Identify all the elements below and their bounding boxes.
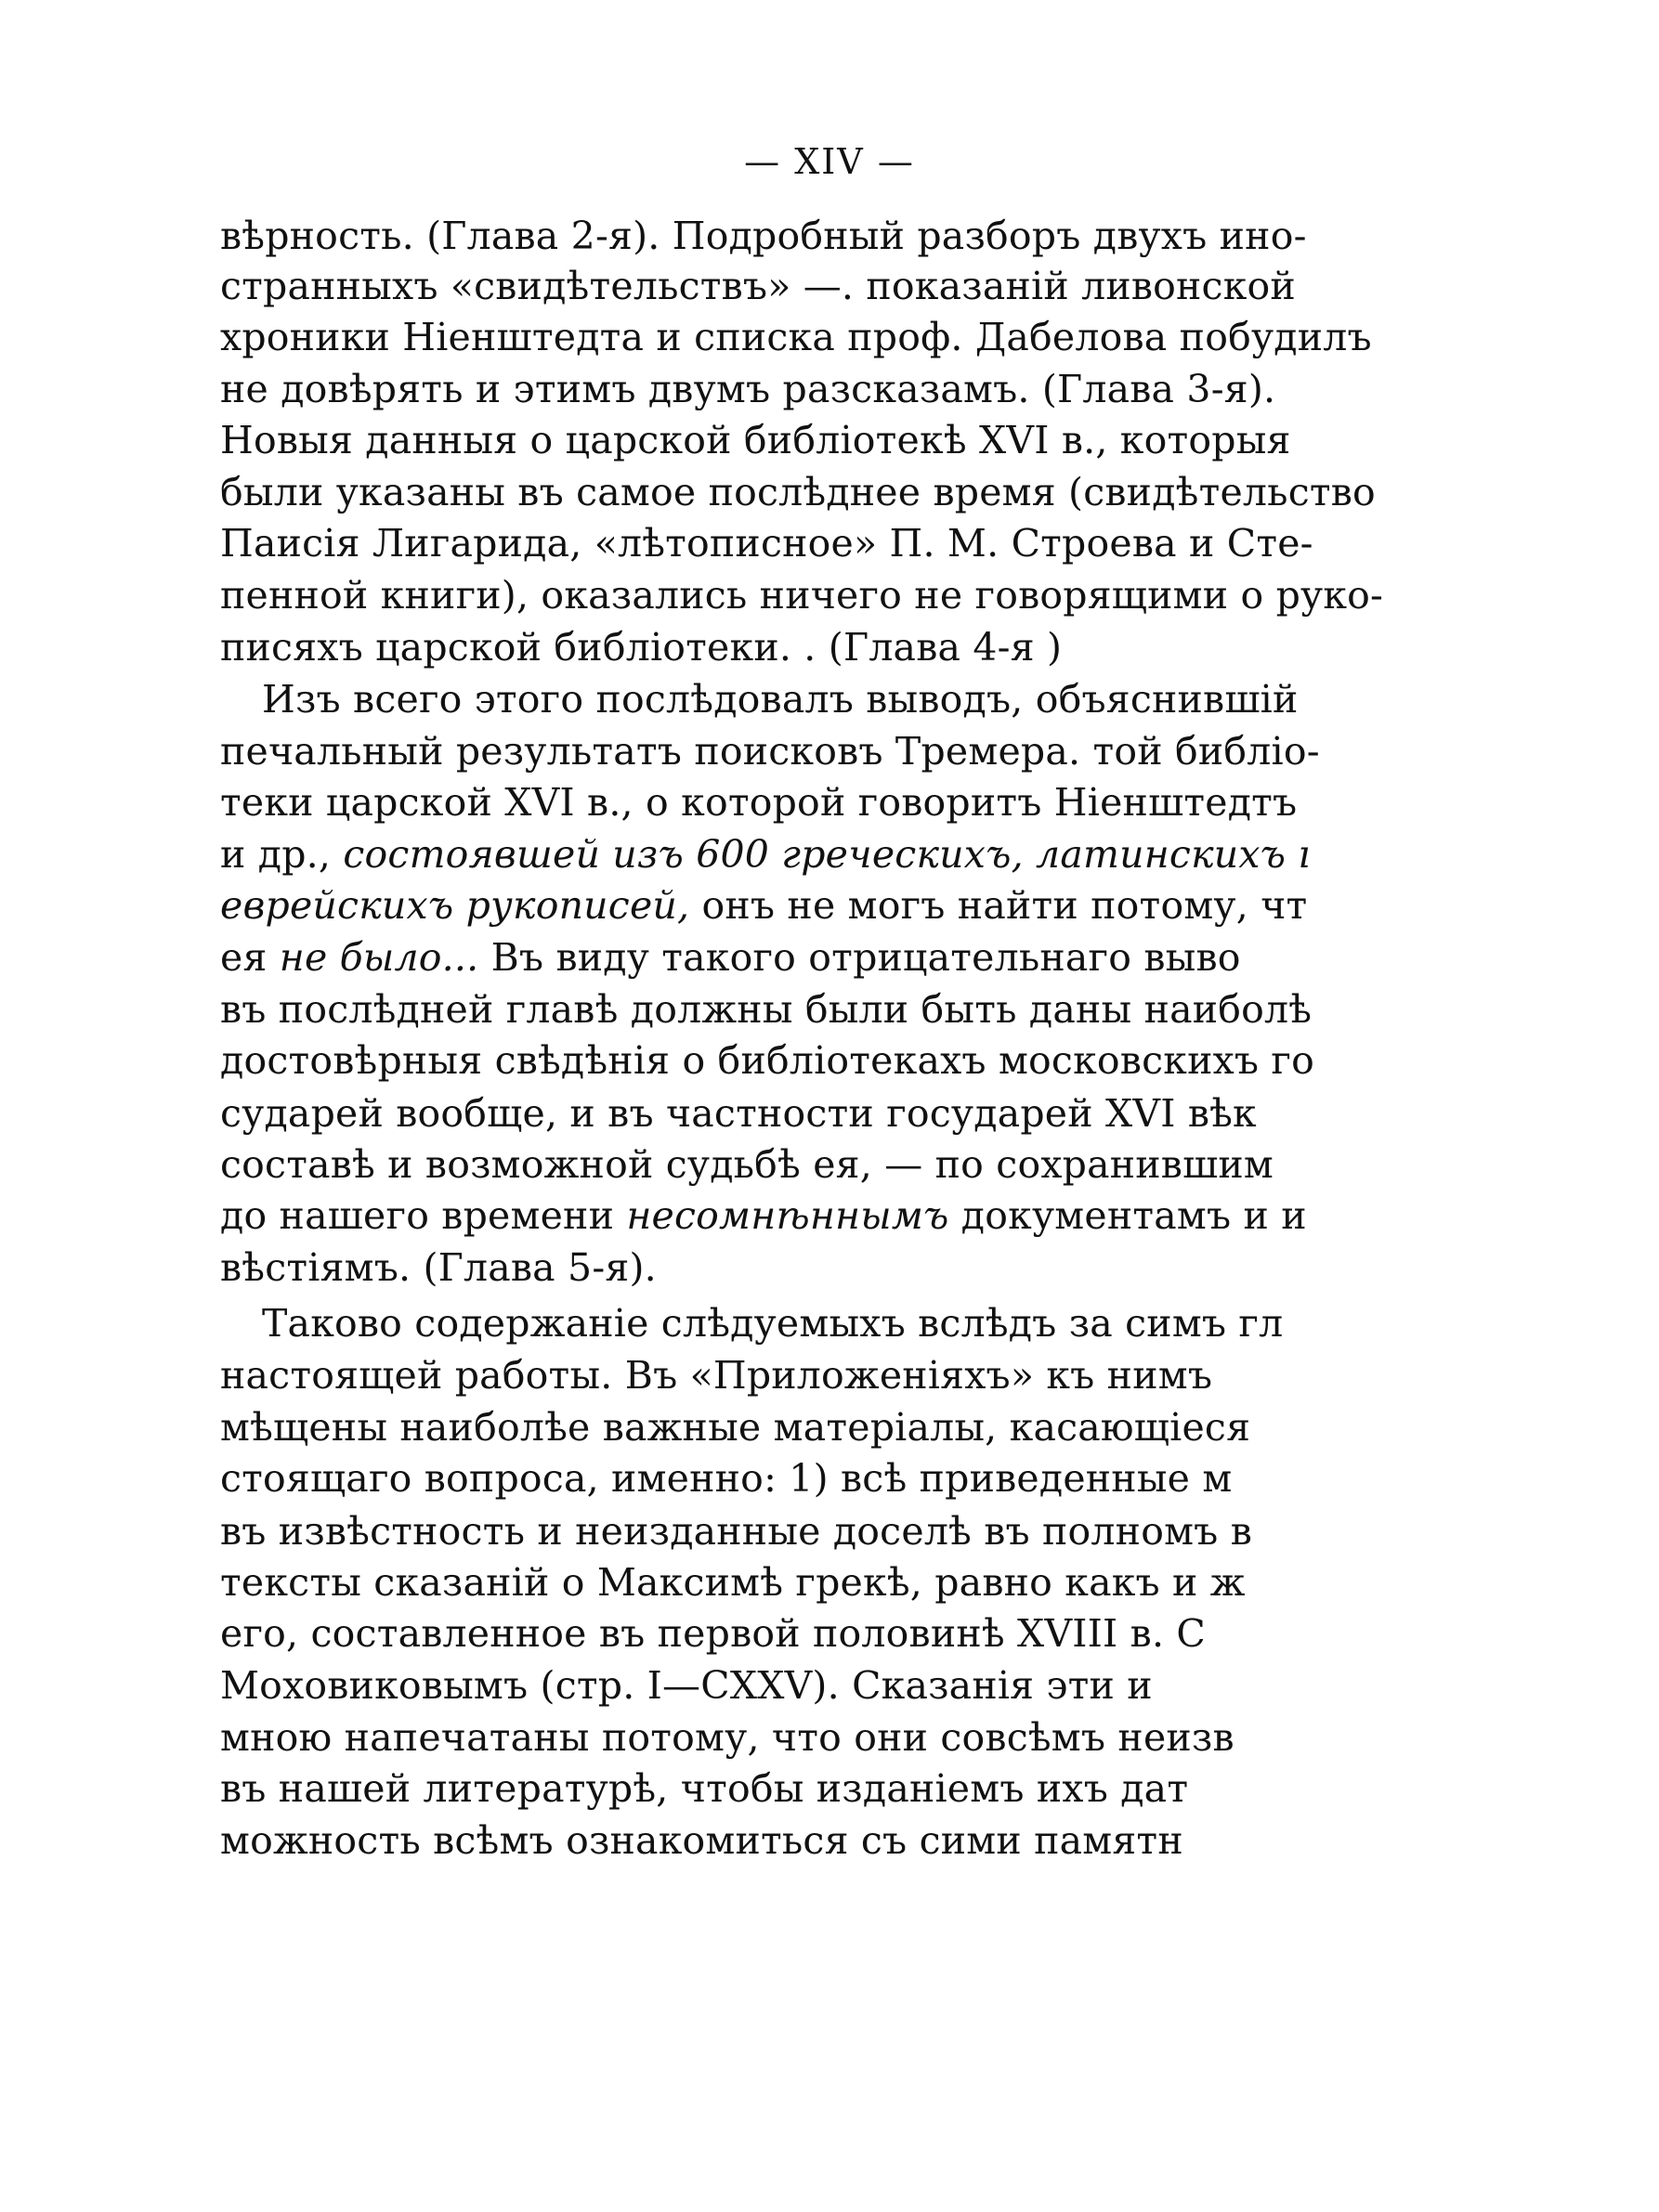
text-line: печальный результатъ поисковъ Тремера. той библіо- [220, 729, 1320, 774]
text-line: мною напечатаны потому, что они совсѣмъ неизв [220, 1715, 1234, 1760]
text-line: не довѣрять и этимъ двумъ разсказамъ. (Глава 3-я). [220, 367, 1276, 411]
text-line: въ послѣдней главѣ должны были быть даны наиболѣ [220, 987, 1313, 1032]
text-line: Изъ всего этого послѣдовалъ выводъ, объяснившій [262, 677, 1299, 722]
text-line: тексты сказаній о Максимѣ грекѣ, равно какъ и ж [220, 1560, 1246, 1605]
text-line: составѣ и возможной судьбѣ ея, — по сохранившим [220, 1142, 1274, 1187]
text-line: были указаны въ самое послѣднее время (свидѣтельство [220, 470, 1376, 514]
text-line: писяхъ царской библіотеки. . (Глава 4-я ) [220, 625, 1063, 670]
text-line [220, 932, 1241, 982]
text-line: стоящаго вопроса, именно: 1) всѣ приведенные м [220, 1456, 1233, 1501]
text-segment: ея [220, 935, 280, 980]
text-line: Таково содержаніе слѣдуемыхъ вслѣдъ за симъ гл [262, 1301, 1284, 1346]
text-line: сударей вообще, и въ частности государей XVI вѣк [220, 1091, 1257, 1136]
text-segment: онъ не могъ найти потому, чт [689, 883, 1308, 928]
text-line: достовѣрныя свѣдѣнія о библіотекахъ московскихъ го [220, 1038, 1314, 1083]
text-line: странныхъ «свидѣтельствъ» —. показаній ливонской [220, 264, 1296, 308]
italic-text: несомнѣннымъ [626, 1193, 949, 1238]
text-line [220, 829, 1311, 879]
italic-text: состоявшей изъ 600 греческихъ, латинскихъ ı [343, 832, 1311, 877]
text-line: мѣщены наиболѣе важные матеріалы, касающіеся [220, 1405, 1251, 1450]
text-line: Моховиковымъ (стр. I—CXXV). Сказанія эти и [220, 1663, 1153, 1708]
text-line: пенной книги), оказались ничего не говорящими о руко- [220, 573, 1384, 618]
text-line: вѣрность. (Глава 2-я). Подробный разборъ двухъ ино- [220, 214, 1307, 258]
text-line: теки царской XVI в., о которой говоритъ Ніенштедтъ [220, 780, 1298, 825]
text-line: въ извѣстность и неизданные доселѣ въ полномъ в [220, 1509, 1252, 1554]
text-line [220, 880, 1307, 930]
italic-text: еврейскихъ рукописей, [220, 883, 690, 928]
text-line: Новыя данныя о царской библіотекѣ XVI в., которыя [220, 418, 1291, 462]
page-number: — XIV — [744, 141, 915, 182]
text-line: хроники Ніенштедта и списка проф. Дабелова побудилъ [220, 315, 1372, 359]
text-segment: до нашего времени [220, 1193, 627, 1238]
text-segment: Въ виду такого отрицательнаго выво [478, 935, 1241, 980]
text-line: вѣстіямъ. (Глава 5-я). [220, 1245, 657, 1290]
text-line: настоящей работы. Въ «Приложеніяхъ» къ нимъ [220, 1353, 1213, 1398]
text-line: въ нашей литературѣ, чтобы изданіемъ ихъ дат [220, 1766, 1189, 1811]
text-segment: и др., [220, 832, 344, 877]
text-line: его, составленное въ первой половинѣ XVIII в. С [220, 1611, 1206, 1656]
text-line: Паисія Лигарида, «лѣтописное» П. М. Строева и Сте- [220, 521, 1313, 566]
text-segment: документамъ и и [948, 1193, 1307, 1238]
text-line: можность всѣмъ ознакомиться съ сими памятн [220, 1818, 1183, 1863]
italic-text: не было... [279, 935, 479, 980]
text-line [220, 1191, 1307, 1241]
